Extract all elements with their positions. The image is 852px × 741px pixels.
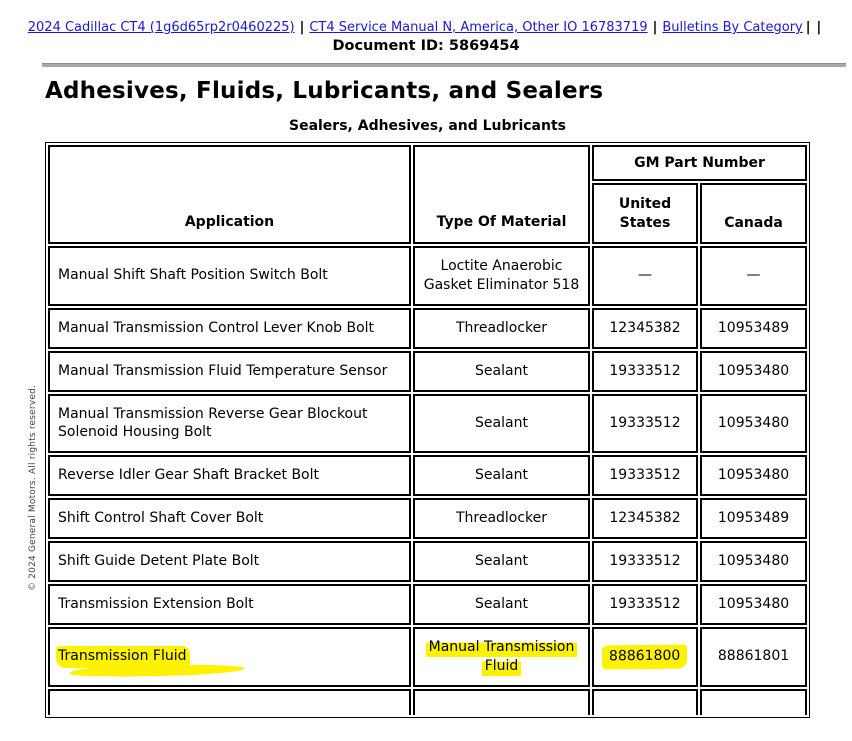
material-cell: [413, 689, 590, 715]
link-vehicle[interactable]: 2024 Cadillac CT4 (1g6d65rp2r0460225): [27, 20, 295, 35]
us-part-cell: 12345382: [592, 308, 698, 349]
page-title: Adhesives, Fluids, Lubricants, and Sealers: [45, 78, 604, 104]
table-row: [48, 394, 807, 454]
canada-part-cell: [700, 689, 807, 715]
application-cell: Manual Transmission Reverse Gear Blockout Solenoid Housing Bolt: [48, 394, 411, 454]
application-cell: Manual Transmission Fluid Temperature Sensor: [48, 351, 411, 392]
application-cell: Reverse Idler Gear Shaft Bracket Bolt: [48, 455, 411, 496]
canada-part-cell: 10953480: [700, 394, 807, 454]
table-row-partial: [48, 689, 807, 715]
column-header-type-of-material: Type Of Material: [413, 145, 590, 244]
canada-part-cell: 10953489: [700, 308, 807, 349]
link-service-manual[interactable]: CT4 Service Manual N, America, Other IO 16783719: [309, 20, 648, 35]
document-id: [0, 38, 852, 54]
link-separator: |: [816, 20, 822, 35]
highlight-mark: Manual Transmission Fluid: [426, 639, 578, 676]
column-header-application: Application: [48, 145, 411, 244]
us-part-cell: 19333512: [592, 394, 698, 454]
material-cell: Threadlocker: [413, 498, 590, 539]
link-separator: |: [652, 20, 658, 35]
header-links: [0, 20, 852, 35]
us-part-cell: 19333512: [592, 584, 698, 625]
material-cell: Sealant: [413, 541, 590, 582]
document-id-label: Document ID:: [332, 38, 444, 54]
material-cell: Loctite Anaerobic Gasket Eliminator 518: [413, 246, 590, 306]
table-row-highlighted: [48, 627, 807, 687]
application-cell: Shift Control Shaft Cover Bolt: [48, 498, 411, 539]
us-part-cell: 19333512: [592, 455, 698, 496]
highlight-mark: 88861800: [602, 644, 688, 669]
copyright-vertical-text: © 2024 General Motors. All rights reserved.: [28, 384, 38, 592]
us-part-cell: 19333512: [592, 351, 698, 392]
application-cell: Shift Guide Detent Plate Bolt: [48, 541, 411, 582]
header-divider: [42, 63, 846, 67]
column-header-gm-part-number: GM Part Number: [592, 145, 807, 181]
material-cell: Sealant: [413, 455, 590, 496]
material-cell: Sealant: [413, 394, 590, 454]
us-part-cell: 19333512: [592, 541, 698, 582]
application-cell: Manual Transmission Control Lever Knob Bolt: [48, 308, 411, 349]
document-id-value: 5869454: [448, 38, 520, 54]
link-separator: |: [299, 20, 305, 35]
table-row: [48, 541, 807, 582]
highlight-mark: Transmission Fluid: [56, 646, 190, 668]
us-part-cell: —: [592, 246, 698, 306]
table-caption: Sealers, Adhesives, and Lubricants: [288, 118, 566, 134]
canada-part-cell: 88861801: [700, 627, 807, 687]
material-cell: Sealant: [413, 351, 590, 392]
table-row: [48, 584, 807, 625]
link-separator: |: [805, 20, 811, 35]
sealers-adhesives-table: [45, 142, 810, 718]
table-row: [48, 308, 807, 349]
material-cell: Threadlocker: [413, 308, 590, 349]
table-row: [48, 351, 807, 392]
application-cell: Transmission Extension Bolt: [48, 584, 411, 625]
us-part-cell: 12345382: [592, 498, 698, 539]
canada-part-cell: 10953480: [700, 541, 807, 582]
material-cell: Sealant: [413, 584, 590, 625]
us-part-cell: [592, 627, 698, 687]
application-cell: [48, 627, 411, 687]
column-header-canada: Canada: [700, 183, 807, 244]
canada-part-cell: 10953480: [700, 351, 807, 392]
material-cell: [413, 627, 590, 687]
application-cell: Manual Shift Shaft Position Switch Bolt: [48, 246, 411, 306]
table-row: [48, 455, 807, 496]
table-row: [48, 246, 807, 306]
us-part-cell: [592, 689, 698, 715]
column-header-united-states: United States: [592, 183, 698, 244]
canada-part-cell: 10953489: [700, 498, 807, 539]
canada-part-cell: 10953480: [700, 584, 807, 625]
canada-part-cell: 10953480: [700, 455, 807, 496]
application-cell: [48, 689, 411, 715]
canada-part-cell: —: [700, 246, 807, 306]
table-header-row: [48, 145, 807, 181]
link-bulletins-by-category[interactable]: Bulletins By Category: [662, 20, 803, 35]
table-row: [48, 498, 807, 539]
